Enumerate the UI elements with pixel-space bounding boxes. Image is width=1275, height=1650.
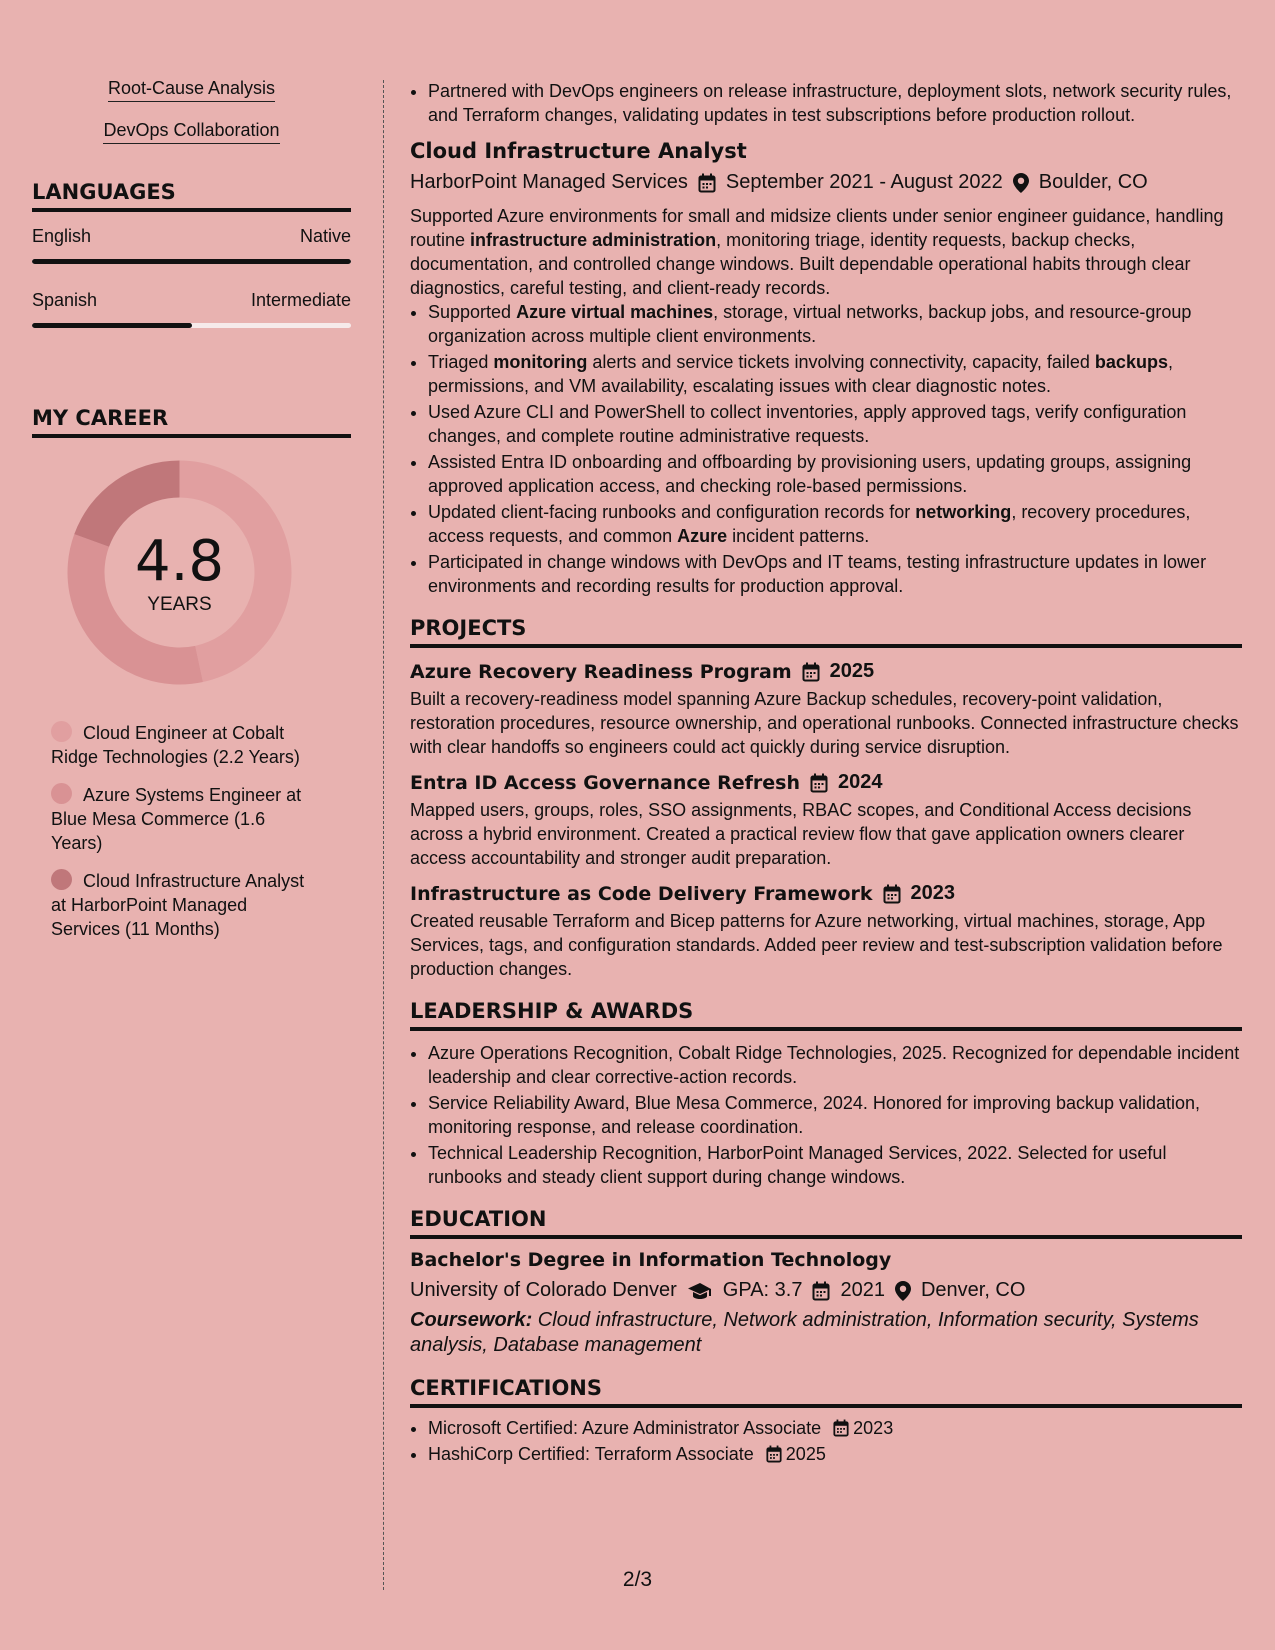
- language-name: Spanish: [32, 290, 98, 310]
- legend-item: Cloud Infrastructure Analyst at HarborPoint Managed Services (11 Months): [51, 871, 305, 939]
- project-description: Created reusable Terraform and Bicep patterns for Azure networking, virtual machines, storage, App Services, tags, and configuration standards. Added peer review and test-subscription validation before production changes.: [410, 911, 1223, 979]
- list-item: • Azure Operations Recognition, Cobalt Ridge Technologies, 2025. Recognized for dependable incident leadership and clear corrective-action records.: [428, 1041, 1242, 1089]
- role-meta: [410, 171, 1242, 194]
- calendar-icon: [698, 173, 716, 193]
- education-heading: EDUCATION: [410, 1207, 1242, 1239]
- awards-list: [410, 1041, 1242, 1189]
- list-item: • Triaged monitoring alerts and service tickets involving connectivity, capacity, failed backups, permissions, and VM availability, escalating issues with clear diagnostic notes.: [428, 350, 1242, 398]
- certifications-heading: CERTIFICATIONS: [410, 1376, 1242, 1408]
- list-item: • Supported Azure virtual machines, storage, virtual networks, backup jobs, and resource-group organization across multiple client environments.: [428, 300, 1242, 348]
- career-donut-chart: [67, 460, 292, 685]
- list-item: • Technical Leadership Recognition, HarborPoint Managed Services, 2022. Selected for useful runbooks and steady client support during change windows.: [428, 1141, 1242, 1189]
- calendar-icon: [833, 1419, 849, 1437]
- list-item: • Microsoft Certified: Azure Administrator Associate 2023: [428, 1416, 1242, 1440]
- company-name: HarborPoint Managed Services: [410, 171, 688, 193]
- legend-item: Azure Systems Engineer at Blue Mesa Commerce (1.6 Years): [51, 785, 302, 853]
- project-title: Azure Recovery Readiness Program: [410, 660, 792, 683]
- legend-dot: [51, 869, 72, 890]
- coursework: Coursework: Cloud infrastructure, Network administration, Information security, Systems analysis, Database management: [410, 1309, 1199, 1356]
- languages-heading: LANGUAGES: [32, 180, 351, 212]
- page-number: 2/3: [622, 1568, 653, 1591]
- education-meta: [410, 1279, 1242, 1302]
- project-year: 2025: [829, 660, 875, 682]
- list-item: • HashiCorp Certified: Terraform Associate 2025: [428, 1442, 1242, 1466]
- role-title: Cloud Infrastructure Analyst: [410, 139, 747, 163]
- list-item: • Assisted Entra ID onboarding and offboarding by provisioning users, updating groups, assigning approved application access, and checking role-based permissions.: [428, 450, 1242, 498]
- project-item: [410, 660, 1242, 759]
- project-year: 2023: [910, 882, 956, 904]
- skill-item: Root-Cause Analysis: [32, 78, 351, 102]
- language-item: [32, 290, 351, 328]
- role-summary: Supported Azure environments for small and midsize clients under senior engineer guidance, handling routine infrastructure administration, monitoring triage, identity requests, backup checks, documentation, and controlled change windows. Built dependable operational habits through clear diagnostics, careful testing, and client-ready records.: [410, 206, 1224, 298]
- list-item: • Updated client-facing runbooks and configuration records for networking, recovery procedures, access requests, and common Azure incident patterns.: [428, 500, 1242, 548]
- project-description: Built a recovery-readiness model spanning Azure Backup schedules, recovery-point validation, restoration procedures, resource ownership, and operational runbooks. Connected infrastructure checks with clear handoffs so engineers could act quickly during service disruption.: [410, 689, 1239, 757]
- language-level: Intermediate: [250, 290, 351, 310]
- language-proficiency-bar: [32, 259, 351, 264]
- project-description: Mapped users, groups, roles, SSO assignments, RBAC scopes, and Conditional Access decisions across a hybrid environment. Created a practical review flow that gave application owners clearer access accountability and stronger audit preparation.: [410, 800, 1192, 868]
- project-item: [410, 882, 1242, 981]
- career-total-years: 4.8: [134, 529, 225, 594]
- school-name: University of Colorado Denver: [410, 1279, 677, 1301]
- column-divider: [383, 80, 384, 1590]
- project-year: 2024: [838, 771, 883, 793]
- project-title: Infrastructure as Code Delivery Framework: [410, 882, 873, 905]
- calendar-icon: [812, 1281, 830, 1301]
- calendar-icon: [810, 773, 828, 793]
- language-level: Native: [299, 226, 351, 246]
- project-item: [410, 771, 1242, 870]
- left-column: [32, 78, 351, 955]
- experience-bullets: [410, 79, 1242, 127]
- language-name: English: [32, 226, 92, 246]
- map-pin-icon: [895, 1281, 911, 1301]
- language-proficiency-bar: [32, 323, 351, 328]
- projects-heading: PROJECTS: [410, 616, 1242, 648]
- list-item: • Partnered with DevOps engineers on release infrastructure, deployment slots, network security rules, and Terraform changes, validating updates in test subscriptions before production rollout.: [428, 79, 1242, 127]
- calendar-icon: [766, 1445, 782, 1463]
- career-legend: [32, 721, 351, 941]
- legend-dot: [51, 783, 72, 804]
- legend-dot: [51, 721, 72, 742]
- language-item: [32, 226, 351, 264]
- career-years-unit: YEARS: [147, 594, 212, 615]
- calendar-icon: [802, 662, 820, 682]
- certifications-list: [410, 1416, 1242, 1466]
- graduation-cap-icon: [687, 1282, 713, 1300]
- list-item: • Participated in change windows with DevOps and IT teams, testing infrastructure updates in lower environments and recording results for production approval.: [428, 550, 1242, 598]
- school-location: Denver, CO: [920, 1279, 1026, 1301]
- role-dates: September 2021 - August 2022: [725, 171, 1003, 193]
- skill-item: DevOps Collaboration: [32, 120, 351, 144]
- career-heading: MY CAREER: [32, 406, 351, 438]
- graduation-year: 2021: [840, 1279, 885, 1301]
- project-title: Entra ID Access Governance Refresh: [410, 771, 801, 794]
- right-column: [410, 79, 1242, 1468]
- awards-heading: LEADERSHIP & AWARDS: [410, 999, 1242, 1031]
- legend-item: Cloud Engineer at Cobalt Ridge Technologies (2.2 Years): [51, 723, 300, 767]
- list-item: • Used Azure CLI and PowerShell to collect inventories, apply approved tags, verify configuration changes, and complete routine administrative requests.: [428, 400, 1242, 448]
- role-location: Boulder, CO: [1038, 171, 1148, 193]
- calendar-icon: [883, 884, 901, 904]
- degree-title: Bachelor's Degree in Information Technology: [410, 1249, 892, 1271]
- role-bullets: [410, 300, 1242, 598]
- map-pin-icon: [1013, 173, 1029, 193]
- list-item: • Service Reliability Award, Blue Mesa Commerce, 2024. Honored for improving backup validation, monitoring response, and release coordination.: [428, 1091, 1242, 1139]
- gpa: GPA: 3.7: [722, 1279, 803, 1301]
